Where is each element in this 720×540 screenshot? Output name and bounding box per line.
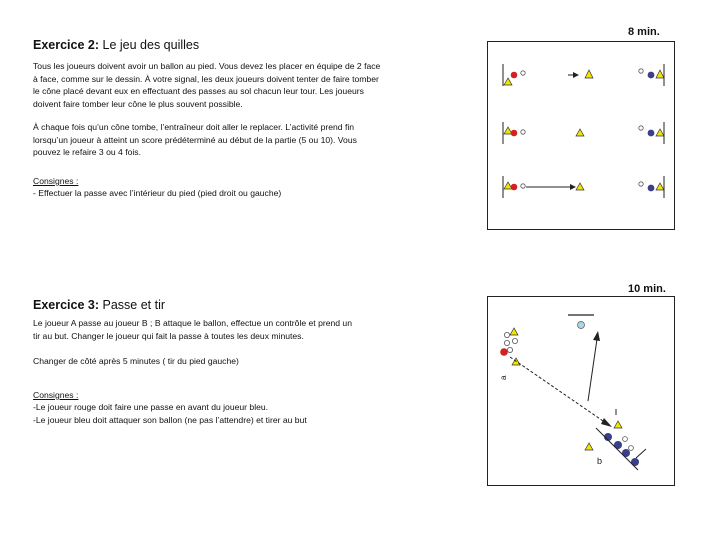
arrow-head-icon	[601, 418, 612, 427]
arrow-head-icon	[570, 184, 576, 190]
exercise-3-title-prefix: Exercice 3:	[33, 298, 100, 312]
player-blue-icon	[648, 130, 655, 137]
exercise-2-diagram	[487, 41, 675, 230]
label-a: a	[499, 375, 508, 380]
cone-icon	[585, 443, 593, 450]
pair-row-1	[503, 64, 664, 86]
exercise-3-title-main: Passe et tir	[99, 298, 166, 312]
exercise-3-consignes-lines: -Le joueur rouge doit faire une passe en avant du joueur bleu. -Le joueur bleu doit attaquer son ballon (ne pas l’attendre) et tirer au but	[33, 402, 307, 425]
exercise-3-consignes-title: Consignes :	[33, 390, 79, 400]
goalkeeper-icon	[578, 322, 585, 329]
ball-icon	[639, 126, 643, 130]
target-cone-icon	[576, 183, 584, 190]
exercise-3-duration: 10 min.	[628, 283, 666, 295]
ball-icon	[504, 340, 509, 345]
player-blue-icon	[648, 72, 655, 79]
ball-icon	[504, 332, 509, 337]
cone-icon	[510, 328, 518, 335]
player-blue-icon	[648, 185, 655, 192]
cone-icon	[656, 129, 664, 136]
ball-icon	[623, 437, 628, 442]
exercise-3-paragraph-2: Changer de côté après 5 minutes ( tir du pied gauche)	[33, 356, 239, 366]
cone-icon	[656, 70, 664, 78]
ball-icon	[507, 347, 512, 352]
cone-icon	[504, 78, 512, 85]
ball-icon	[639, 69, 643, 73]
arrow-head-icon	[593, 331, 600, 341]
ball-icon	[521, 71, 525, 75]
exercise-3-diagram	[487, 296, 675, 486]
arrow-head-icon	[573, 72, 579, 78]
exercise-3-paragraph-1: Le joueur A passe au joueur B ; B attaque le ballon, effectue un contrôle et prend un tir au but. Changer le joueur qui fait la passe à toutes les deux minutes.	[33, 318, 352, 341]
label-b: b	[597, 456, 603, 466]
cone-icon	[614, 421, 622, 428]
exercise-2-paragraph-2: À chaque fois qu’un cône tombe, l’entraîneur doit aller le replacer. L’activité prend fin lorsqu’un joueur à atteint un score prédéterminé au début de la partie (5 ou 10). Vous pouvez le refaire 3 ou 4 fois.	[33, 122, 357, 158]
exercise-3-title	[33, 298, 165, 312]
exercise-2-consignes-title: Consignes :	[33, 176, 79, 186]
exercise-2-title-prefix: Exercice 2:	[33, 38, 100, 52]
player-red-icon	[511, 184, 518, 191]
pair-row-2	[503, 122, 664, 144]
pair-row-3	[503, 176, 664, 198]
ball-icon	[521, 184, 525, 188]
queue-tick	[636, 449, 646, 458]
player-red-icon	[511, 130, 518, 137]
player-red-icon	[500, 348, 508, 356]
exercise-3-field-svg	[488, 297, 676, 487]
exercise-2-paragraph-1: Tous les joueurs doivent avoir un ballon au pied. Vous devez les placer en équipe de 2 face à face, comme sur le dessin. À votre signal, les deux joueurs doivent tenter de faire tomber le cône placé devant eux en effectuant des passes au sol chacun leur tour. Les joueurs doivent faire tomber leur cône le plus souvent possible.	[33, 61, 381, 109]
player-red-icon	[511, 72, 518, 79]
exercise-2-duration: 8 min.	[628, 26, 660, 38]
exercise-2-consignes-text: - Effectuer la passe avec l’intérieur du pied (pied droit ou gauche)	[33, 188, 282, 198]
ball-icon	[639, 182, 643, 186]
ball-icon	[521, 130, 525, 134]
cone-icon	[656, 183, 664, 190]
ball-icon	[512, 338, 517, 343]
exercise-2-field-svg	[488, 42, 676, 231]
exercise-2-title	[33, 38, 199, 52]
shot-line	[588, 339, 597, 401]
pass-dashed-line	[510, 357, 606, 423]
cone-icon	[504, 182, 512, 189]
target-cone-icon	[585, 70, 593, 78]
target-cone-icon	[576, 129, 584, 136]
exercise-2-title-main: Le jeu des quilles	[99, 38, 200, 52]
ball-icon	[629, 446, 634, 451]
